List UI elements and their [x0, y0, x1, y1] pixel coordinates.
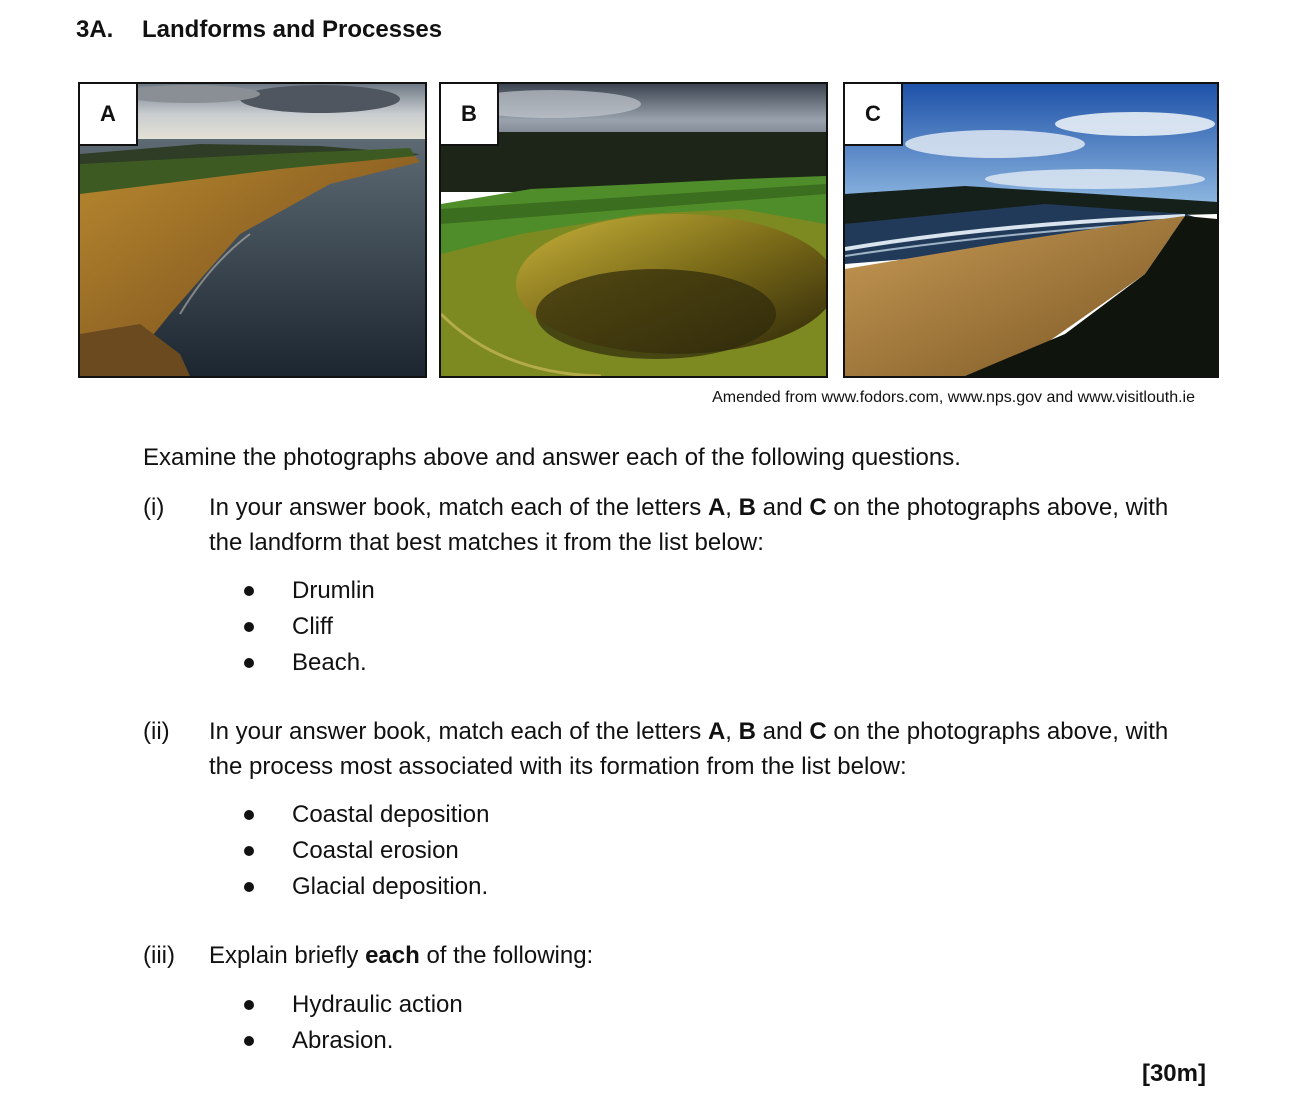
question-number: (iii) — [143, 942, 175, 969]
photo-b-drumlin — [439, 82, 828, 378]
emphasis-word: each — [365, 942, 420, 969]
photo-c-label: C — [845, 84, 903, 146]
question-i — [143, 490, 1199, 560]
question-text-part: and — [755, 494, 810, 521]
letter-a: A — [707, 718, 726, 745]
question-number: (ii) — [143, 718, 170, 745]
photo-credit: Amended from www.fodors.com, www.nps.gov and www.visitlouth.ie — [712, 389, 1195, 406]
list-item-label: Beach. — [292, 649, 367, 676]
bullet-icon — [244, 810, 254, 820]
section-heading — [76, 16, 442, 44]
bullet-icon — [244, 586, 254, 596]
question-text-part: Explain briefly — [209, 942, 366, 969]
question-text-part: on the photographs above, with the landform that best matches it from the list below: — [209, 494, 1169, 556]
list-item-label: Hydraulic action — [292, 991, 463, 1018]
list-item-label: Glacial deposition. — [292, 873, 489, 900]
bullet-icon — [244, 1000, 254, 1010]
question-text-part: , — [725, 718, 739, 745]
question-text-part: , — [725, 494, 739, 521]
letter-b: B — [738, 718, 756, 745]
section-title: Landforms and Processes — [142, 16, 443, 43]
landform-list — [240, 573, 375, 681]
list-item-label: Abrasion. — [292, 1027, 394, 1054]
photo-a-cliff — [78, 82, 427, 378]
list-item — [240, 573, 375, 609]
letter-c: C — [809, 718, 827, 745]
question-text — [209, 938, 1199, 973]
photo-b-label: B — [441, 84, 499, 146]
list-item — [240, 833, 489, 869]
letter-a: A — [707, 494, 726, 521]
bullet-icon — [244, 658, 254, 668]
bullet-icon — [244, 846, 254, 856]
list-item — [240, 609, 375, 645]
process-list — [240, 797, 489, 905]
question-text — [209, 714, 1199, 784]
list-item — [240, 987, 463, 1023]
question-text — [209, 490, 1199, 560]
question-ii — [143, 714, 1199, 784]
intro-text: Examine the photographs above and answer each of the following questions. — [143, 444, 961, 471]
marks-total: [30m] — [1141, 1060, 1206, 1087]
letter-b: B — [738, 494, 756, 521]
list-item-label: Drumlin — [292, 577, 375, 604]
question-iii — [143, 938, 1199, 973]
question-text-part: and — [755, 718, 810, 745]
question-text-part: on the photographs above, with the process most associated with its formation from the list below: — [209, 718, 1169, 780]
list-item-label: Coastal erosion — [292, 837, 459, 864]
letter-c: C — [809, 494, 827, 521]
section-number: 3A. — [76, 16, 114, 43]
list-item-label: Cliff — [292, 613, 333, 640]
list-item — [240, 869, 489, 905]
bullet-icon — [244, 622, 254, 632]
question-number: (i) — [143, 494, 165, 521]
question-text-part: of the following: — [419, 942, 594, 969]
photo-a-label: A — [80, 84, 138, 146]
photo-c-beach — [843, 82, 1219, 378]
bullet-icon — [244, 1036, 254, 1046]
list-item — [240, 1023, 463, 1059]
explain-list — [240, 987, 463, 1059]
question-text-part: In your answer book, match each of the letters — [209, 718, 708, 745]
question-text-part: In your answer book, match each of the letters — [209, 494, 708, 521]
list-item-label: Coastal deposition — [292, 801, 490, 828]
bullet-icon — [244, 882, 254, 892]
list-item — [240, 797, 489, 833]
list-item — [240, 645, 375, 681]
